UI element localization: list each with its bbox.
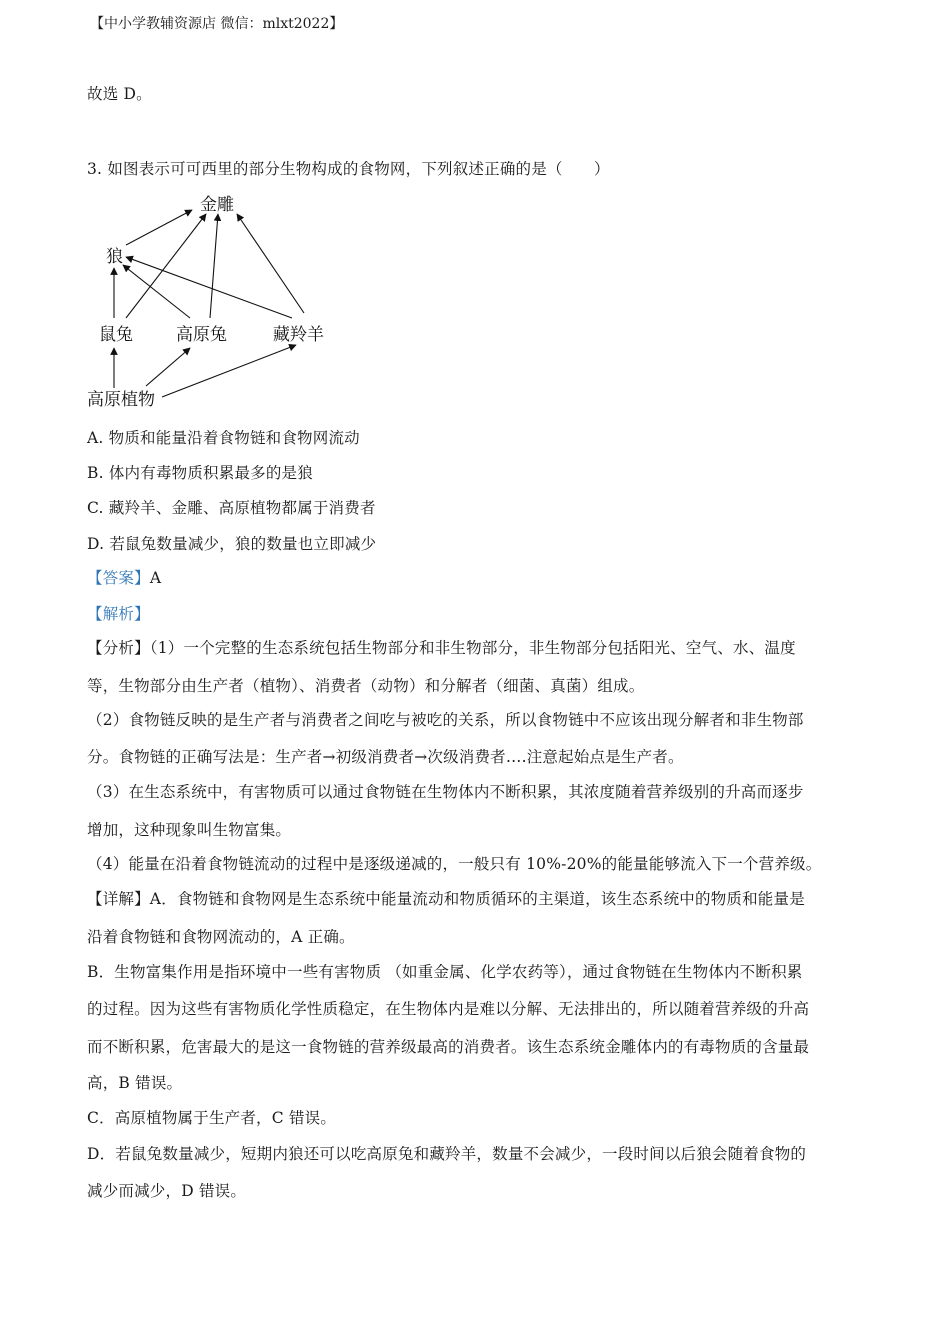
analysis-line: （2）食物链反映的是生产者与消费者之间吃与被吃的关系，所以食物链中不应该出现分解者和非生物部 [87,711,804,729]
analysis-line: （3）在生态系统中，有害物质可以通过食物链在生物体内不断积累，其浓度随着营养级别的升高而逐步 [87,783,804,801]
option-d: D. 若鼠兔数量减少，狼的数量也立即减少 [87,535,377,553]
analysis-line: 等，生物部分由生产者（植物）、消费者（动物）和分解者（细菌、真菌）组成。 [87,677,645,695]
detail-line: B．生物富集作用是指环境中一些有害物质 （如重金属、化学农药等），通过食物链在生物体内不断积累 [87,963,803,981]
arrow-hare-to-wolf [123,265,190,318]
option-a: A. 物质和能量沿着食物链和食物网流动 [87,429,360,447]
answer-value: A [149,569,162,587]
question-stem: 3. 如图表示可可西里的部分生物构成的食物网，下列叙述正确的是（ ） [87,160,610,178]
page-header: 【中小学教辅资源店 微信：mlxt2022】 [90,16,344,32]
arrow-plant-to-hare [146,348,190,386]
node-plant: 高原植物 [87,390,155,410]
detail-line: D．若鼠兔数量减少，短期内狼还可以吃高原兔和藏羚羊，数量不会减少，一段时间以后狼会随着食物的 [87,1145,807,1163]
analysis-line: 增加，这种现象叫生物富集。 [87,821,292,839]
detail-line: 高，B 错误。 [87,1074,183,1092]
detail-line: 的过程。因为这些有害物质化学性质稳定，在生物体内是难以分解、无法排出的，所以随着营养级的升高 [87,1000,810,1018]
detail-line: 减少而减少，D 错误。 [87,1182,247,1200]
analysis-line: （4）能量在沿着食物链流动的过程中是逐级递减的，一般只有 10%-20%的能量能够流入下一个营养级。 [87,855,822,873]
analysis-line: 分。食物链的正确写法是：生产者→初级消费者→次级消费者….注意起始点是生产者。 [87,748,684,766]
arrow-antelope-to-eagle [237,214,304,313]
node-eagle: 金雕 [200,195,234,215]
node-hare: 高原兔 [176,325,227,345]
previous-conclusion: 故选 D。 [87,85,152,103]
detail-line: C．高原植物属于生产者，C 错误。 [87,1109,337,1127]
option-c: C. 藏羚羊、金雕、高原植物都属于消费者 [87,499,376,517]
detail-line: 而不断积累，危害最大的是这一食物链的营养级最高的消费者。该生态系统金雕体内的有毒物质的含量最 [87,1038,810,1056]
node-wolf: 狼 [106,247,123,267]
node-pika: 鼠兔 [99,325,133,345]
arrow-wolf-to-eagle [126,210,192,245]
arrow-pika-to-eagle [126,214,206,318]
arrow-hare-to-eagle [210,214,218,318]
detail-line: 【详解】A．食物链和食物网是生态系统中能量流动和物质循环的主渠道，该生态系统中的物质和能量是 [87,890,805,908]
analysis-line: 【分析】（1）一个完整的生态系统包括生物部分和非生物部分，非生物部分包括阳光、空气、水、温度 [87,639,796,657]
answer-label: 【答案】 [87,569,150,587]
arrow-plant-to-antelope [162,345,296,397]
detail-line: 沿着食物链和食物网流动的，A 正确。 [87,928,355,946]
answer-line [87,566,161,588]
food-web-diagram [82,185,342,415]
analysis-label: 【解析】 [87,605,150,623]
option-b: B. 体内有毒物质积累最多的是狼 [87,464,313,482]
node-antelope: 藏羚羊 [273,325,324,345]
